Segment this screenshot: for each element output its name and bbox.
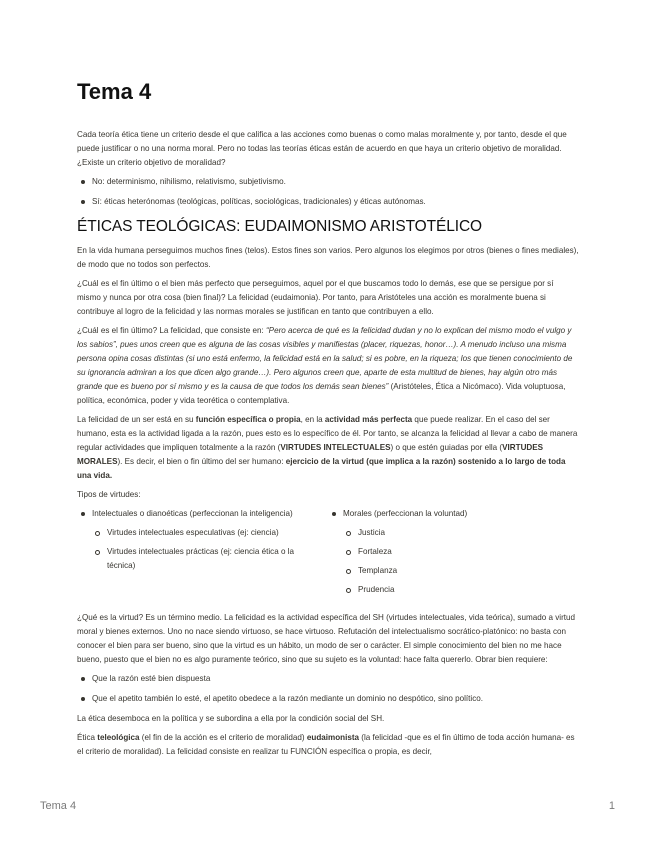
document-page	[77, 78, 579, 764]
text-run: (la felicidad -que es el fin último de toda acción humana- es el criterio de moralidad). La felicidad consiste en realizar tu FUNCIÓN específica o propia, es decir,	[77, 733, 575, 756]
text-run: , en la	[300, 415, 325, 424]
column-intelectuales	[77, 507, 328, 603]
sub-list	[92, 526, 318, 573]
list-item: Que la razón esté bien dispuesta	[77, 672, 579, 686]
sub-list	[343, 526, 569, 597]
bold-text: VIRTUDES MORALES	[77, 443, 544, 466]
column-morales	[328, 507, 579, 603]
text-run: ). Es decir, el bien o fin último del ser humano:	[117, 457, 286, 466]
list-item: No: determinismo, nihilismo, relativismo, subjetivismo.	[77, 175, 579, 189]
requiere-list	[77, 672, 579, 706]
bold-text: actividad más perfecta	[324, 415, 413, 424]
tipos-label: Tipos de virtudes:	[77, 490, 141, 499]
virtues-columns	[77, 507, 579, 603]
text-run: La felicidad de un ser está en su	[77, 415, 196, 424]
text-run: que puede realizar. En el caso del ser humano, esta es la actividad ligada a la razón, pues esto es lo específico de él. Por tanto, se alcanza la felicidad al llevar a cabo de manera regular actividades que impliquen totalmente a la razón (	[77, 415, 578, 452]
paragraph-fin-ultimo: ¿Cuál es el fin último o el bien más perfecto que perseguimos, aquel por el que buscamos todo lo demás, ese que se persigue por sí mismo y nunca por otra cosa (bien final)? La felicidad (eudaimonia). Por tanto, para Aristóteles una acción es moralmente buena si contribuye al logro de la felicidad y las normas morales se justifican en tanto que contribuyen a ello.	[77, 279, 554, 316]
text-run: (el fin de la acción es el criterio de moralidad)	[139, 733, 307, 742]
list	[328, 507, 569, 597]
list-item	[77, 507, 318, 573]
paragraph-fines: En la vida humana perseguimos muchos fines (telos). Estos fines son varios. Pero algunos los elegimos por otros (bienes o fines mediales), de modo que no todos son perfectos.	[77, 246, 579, 269]
sub-list-item: Virtudes intelectuales prácticas (ej: ciencia ética o la técnica)	[92, 545, 318, 573]
bold-text: teleológica	[97, 733, 140, 742]
sub-list-item: Templanza	[343, 564, 569, 578]
sub-list-item: Prudencia	[343, 583, 569, 597]
list	[77, 507, 318, 573]
list-item-label: Intelectuales o dianoéticas (perfeccionan la inteligencia)	[92, 509, 293, 518]
text-run: Ética	[77, 733, 98, 742]
text-run: (Aristóteles, Ética a Nicómaco). Vida voluptuosa, política, económica, poder y vida teorética o contemplativa.	[77, 382, 566, 405]
paragraph-felicidad	[77, 324, 579, 408]
intro-list	[77, 175, 579, 209]
text-run: ) o que estén guiadas por ella (	[390, 443, 503, 452]
sub-list-item: Virtudes intelectuales especulativas (ej: ciencia)	[92, 526, 318, 540]
list-item-label: Morales (perfeccionan la voluntad)	[343, 509, 468, 518]
bold-text: función específica o propia	[195, 415, 301, 424]
page-number: 1	[608, 800, 615, 812]
bold-text: ejercicio de la virtud (que implica a la razón) sostenido a lo largo de toda una vida.	[77, 457, 566, 480]
sub-list-item: Fortaleza	[343, 545, 569, 559]
sub-list-item: Justicia	[343, 526, 569, 540]
paragraph-funcion	[77, 413, 579, 483]
section-heading: ÉTICAS TEOLÓGICAS: EUDAIMONISMO ARISTOTÉLICO	[77, 218, 482, 235]
quote-text: “Pero acerca de qué es la felicidad dudan y no lo explican del mismo modo el vulgo y los sabios”, pues unos creen que es alguna de las cosas visibles y manifiestas (placer, riquezas, honor…). A menudo incluso una misma persona opina cosas distintas (si uno está enfermo, la felicidad está en la salud; si es pobre, en la riqueza; los que tienen conocimiento de su ignorancia admiran a los que dicen algo grande…). Pero algunos creen que, aparte de esta multitud de bienes, hay algún otro más grande que es bueno por sí mismo y es la causa de que todos los demás sean bienes”	[77, 326, 573, 391]
footer-title: Tema 4	[40, 800, 77, 812]
text-run: ¿Cuál es el fin último? La felicidad, que consiste en:	[77, 326, 266, 335]
list-item: Que el apetito también lo esté, el apetito obedece a la razón mediante un dominio no despótico, sino político.	[77, 692, 579, 706]
list-item: Sí: éticas heterónomas (teológicas, políticas, sociológicas, tradicionales) y éticas autónomas.	[77, 195, 579, 209]
intro-paragraph: Cada teoría ética tiene un criterio desde el que califica a las acciones como buenas o como malas moralmente y, por tanto, desde el que puede justificar o no una norma moral. Pero no todas las teorías éticas están de acuerdo en que haya un criterio objetivo de moralidad. ¿Existe un criterio objetivo de moralidad?	[77, 130, 567, 167]
page-title: Tema 4	[77, 79, 152, 104]
bold-text: VIRTUDES INTELECTUALES	[280, 443, 391, 452]
bold-text: eudaimonista	[306, 733, 360, 742]
paragraph-teleologica	[77, 731, 579, 759]
list-item	[328, 507, 569, 597]
paragraph-virtud: ¿Qué es la virtud? Es un término medio. La felicidad es la actividad específica del SH (virtudes intelectuales, vida teórica), sumado a virtud moral y bienes externos. Uno no nace siendo virtuoso, se hace virtuoso. Refutación del intelectualismo socrático-platónico: no basta con conocer el bien para ser bueno, sino que la virtud es un hábito, un modo de ser o carácter. El simple conocimiento del bien no me hace bueno, puesto que el bien no es algo puramente teórico, sino que su sujeto es la voluntad: hace falta quererlo. Obrar bien requiere:	[77, 613, 576, 664]
paragraph-politica: La ética desemboca en la política y se subordina a ella por la condición social del SH.	[77, 714, 385, 723]
